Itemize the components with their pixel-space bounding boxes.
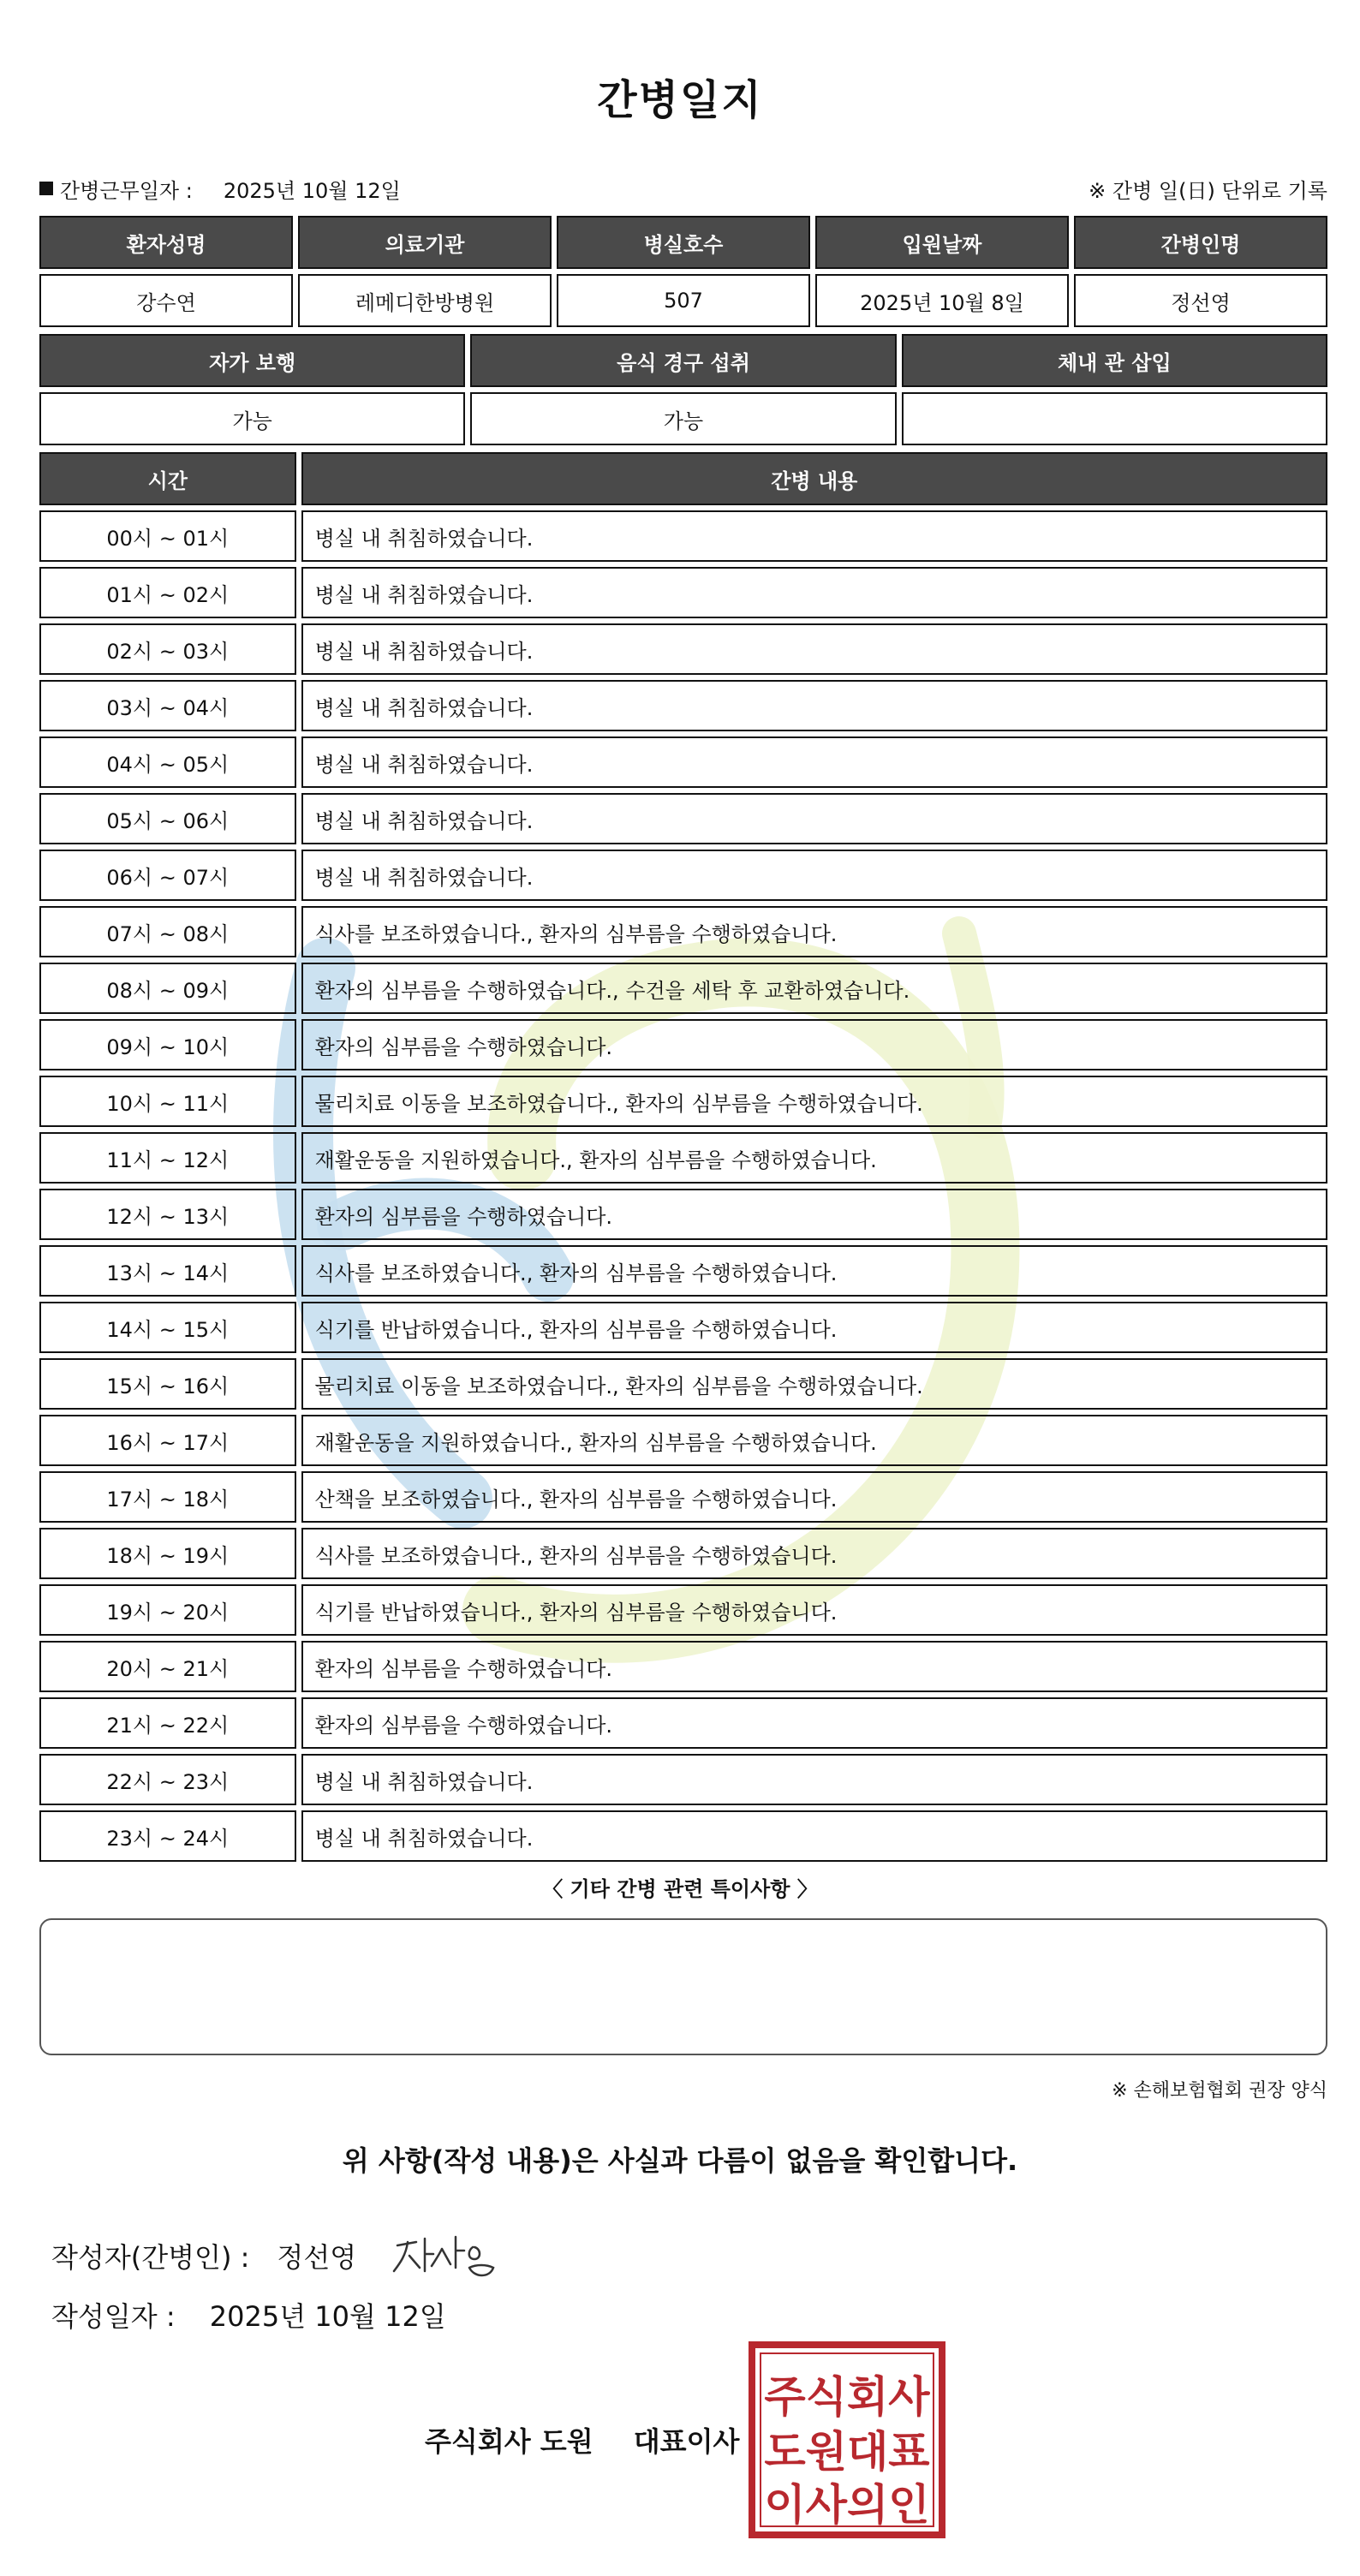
header-cell: 간병인명 bbox=[1074, 216, 1327, 269]
table-row bbox=[39, 793, 1327, 844]
care-content-cell: 재활운동을 지원하였습니다., 환자의 심부름을 수행하였습니다. bbox=[301, 1132, 1327, 1184]
time-cell: 14시 ~ 15시 bbox=[39, 1302, 296, 1353]
header-cell: 간병 내용 bbox=[301, 452, 1327, 505]
page-title: 간병일지 bbox=[597, 76, 763, 124]
company-title: 대표이사 bbox=[633, 2425, 740, 2458]
company-line bbox=[425, 2420, 739, 2460]
table-row bbox=[39, 1471, 1327, 1523]
time-cell: 21시 ~ 22시 bbox=[39, 1697, 296, 1749]
care-log-body bbox=[39, 510, 1327, 1862]
time-cell: 09시 ~ 10시 bbox=[39, 1019, 296, 1070]
seal-line-2: 도원대표 bbox=[764, 2427, 930, 2477]
care-content-cell: 식사를 보조하였습니다., 환자의 심부름을 수행하였습니다. bbox=[301, 906, 1327, 957]
care-content-cell: 식기를 반납하였습니다., 환자의 심부름을 수행하였습니다. bbox=[301, 1584, 1327, 1636]
caregiver-name: 정선영 bbox=[1074, 274, 1327, 327]
care-content-cell: 식사를 보조하였습니다., 환자의 심부름을 수행하였습니다. bbox=[301, 1245, 1327, 1297]
time-cell: 03시 ~ 04시 bbox=[39, 680, 296, 731]
header-cell: 입원날짜 bbox=[815, 216, 1069, 269]
time-cell: 23시 ~ 24시 bbox=[39, 1810, 296, 1862]
care-content-cell: 병실 내 취침하였습니다. bbox=[301, 1810, 1327, 1862]
time-cell: 08시 ~ 09시 bbox=[39, 963, 296, 1014]
time-cell: 12시 ~ 13시 bbox=[39, 1189, 296, 1240]
table-row bbox=[39, 392, 1327, 445]
patient-info-table bbox=[34, 211, 1333, 332]
recommend-note: ※ 손해보험협회 권장 양식 bbox=[1112, 2080, 1327, 2102]
writer-label: 작성자(간병인) : bbox=[51, 2241, 250, 2274]
care-content-cell: 병실 내 취침하였습니다. bbox=[301, 850, 1327, 901]
table-row bbox=[39, 274, 1327, 327]
tube-status bbox=[902, 392, 1327, 445]
care-content-cell: 식사를 보조하였습니다., 환자의 심부름을 수행하였습니다. bbox=[301, 1528, 1327, 1579]
care-content-cell: 재활운동을 지원하였습니다., 환자의 심부름을 수행하였습니다. bbox=[301, 1415, 1327, 1466]
time-cell: 05시 ~ 06시 bbox=[39, 793, 296, 844]
table-row bbox=[39, 1132, 1327, 1184]
table-row bbox=[39, 1584, 1327, 1636]
time-cell: 10시 ~ 11시 bbox=[39, 1076, 296, 1127]
care-content-cell: 병실 내 취침하였습니다. bbox=[301, 680, 1327, 731]
work-date-value: 2025년 10월 12일 bbox=[223, 178, 401, 203]
notes-box bbox=[39, 1918, 1327, 2055]
care-content-cell: 환자의 심부름을 수행하였습니다., 수건을 세탁 후 교환하였습니다. bbox=[301, 963, 1327, 1014]
table-row bbox=[39, 1358, 1327, 1410]
table-row bbox=[39, 1810, 1327, 1862]
writer-name: 정선영 bbox=[277, 2241, 357, 2274]
signature-icon bbox=[391, 2230, 502, 2281]
time-cell: 17시 ~ 18시 bbox=[39, 1471, 296, 1523]
oral-intake-status: 가능 bbox=[470, 392, 896, 445]
write-date-label: 작성일자 : bbox=[51, 2300, 176, 2333]
table-row bbox=[39, 963, 1327, 1014]
time-cell: 13시 ~ 14시 bbox=[39, 1245, 296, 1297]
header-cell: 자가 보행 bbox=[39, 334, 465, 387]
time-cell: 11시 ~ 12시 bbox=[39, 1132, 296, 1184]
care-log-table bbox=[34, 447, 1333, 1867]
square-bullet-icon bbox=[39, 182, 53, 195]
table-row bbox=[39, 850, 1327, 901]
table-row bbox=[39, 1415, 1327, 1466]
care-content-cell: 환자의 심부름을 수행하였습니다. bbox=[301, 1019, 1327, 1070]
confirm-statement: 위 사항(작성 내용)은 사실과 다름이 없음을 확인합니다. bbox=[342, 2144, 1018, 2177]
table-row bbox=[39, 1528, 1327, 1579]
table-row bbox=[39, 1302, 1327, 1353]
work-date bbox=[39, 174, 401, 204]
company-name: 주식회사 도원 bbox=[425, 2425, 594, 2458]
meta-row bbox=[39, 173, 1327, 204]
care-content-cell: 물리치료 이동을 보조하였습니다., 환자의 심부름을 수행하였습니다. bbox=[301, 1076, 1327, 1127]
care-content-cell: 환자의 심부름을 수행하였습니다. bbox=[301, 1641, 1327, 1692]
hospital-name: 레메디한방병원 bbox=[298, 274, 552, 327]
table-row bbox=[39, 1019, 1327, 1070]
admission-date: 2025년 10월 8일 bbox=[815, 274, 1069, 327]
care-content-cell: 병실 내 취침하였습니다. bbox=[301, 793, 1327, 844]
table-row bbox=[39, 1697, 1327, 1749]
care-content-cell: 물리치료 이동을 보조하였습니다., 환자의 심부름을 수행하였습니다. bbox=[301, 1358, 1327, 1410]
walking-status: 가능 bbox=[39, 392, 465, 445]
care-content-cell: 환자의 심부름을 수행하였습니다. bbox=[301, 1189, 1327, 1240]
table-row bbox=[39, 1076, 1327, 1127]
table-header-row bbox=[39, 334, 1327, 387]
time-cell: 02시 ~ 03시 bbox=[39, 623, 296, 675]
seal-line-3: 이사의인 bbox=[764, 2480, 930, 2530]
table-row bbox=[39, 906, 1327, 957]
care-content-cell: 병실 내 취침하였습니다. bbox=[301, 567, 1327, 618]
time-cell: 06시 ~ 07시 bbox=[39, 850, 296, 901]
care-content-cell: 식기를 반납하였습니다., 환자의 심부름을 수행하였습니다. bbox=[301, 1302, 1327, 1353]
time-cell: 04시 ~ 05시 bbox=[39, 736, 296, 788]
care-content-cell: 산책을 보조하였습니다., 환자의 심부름을 수행하였습니다. bbox=[301, 1471, 1327, 1523]
header-cell: 시간 bbox=[39, 452, 296, 505]
time-cell: 22시 ~ 23시 bbox=[39, 1754, 296, 1805]
room-number: 507 bbox=[557, 274, 810, 327]
header-cell: 환자성명 bbox=[39, 216, 293, 269]
care-content-cell: 병실 내 취침하였습니다. bbox=[301, 1754, 1327, 1805]
patient-name: 강수연 bbox=[39, 274, 293, 327]
write-date-value: 2025년 10월 12일 bbox=[209, 2300, 446, 2333]
table-row bbox=[39, 1641, 1327, 1692]
time-cell: 15시 ~ 16시 bbox=[39, 1358, 296, 1410]
notes-title: 〈 기타 간병 관련 특이사항 〉 bbox=[542, 1877, 818, 1901]
table-row bbox=[39, 623, 1327, 675]
time-cell: 20시 ~ 21시 bbox=[39, 1641, 296, 1692]
time-cell: 16시 ~ 17시 bbox=[39, 1415, 296, 1466]
writer-line bbox=[51, 2230, 502, 2281]
table-row bbox=[39, 736, 1327, 788]
care-content-cell: 병실 내 취침하였습니다. bbox=[301, 510, 1327, 562]
time-cell: 07시 ~ 08시 bbox=[39, 906, 296, 957]
table-row bbox=[39, 680, 1327, 731]
write-date-line bbox=[51, 2295, 446, 2334]
unit-note: ※ 간병 일(日) 단위로 기록 bbox=[1089, 178, 1327, 203]
table-row bbox=[39, 567, 1327, 618]
care-content-cell: 병실 내 취침하였습니다. bbox=[301, 736, 1327, 788]
work-date-label: 간병근무일자 : bbox=[60, 178, 193, 203]
table-row bbox=[39, 1189, 1327, 1240]
time-cell: 00시 ~ 01시 bbox=[39, 510, 296, 562]
seal-line-1: 주식회사 bbox=[764, 2372, 930, 2422]
header-cell: 병실호수 bbox=[557, 216, 810, 269]
time-cell: 18시 ~ 19시 bbox=[39, 1528, 296, 1579]
care-content-cell: 병실 내 취침하였습니다. bbox=[301, 623, 1327, 675]
table-header-row bbox=[39, 452, 1327, 505]
table-header-row bbox=[39, 216, 1327, 269]
time-cell: 19시 ~ 20시 bbox=[39, 1584, 296, 1636]
company-seal-icon bbox=[749, 2341, 945, 2538]
header-cell: 의료기관 bbox=[298, 216, 552, 269]
table-row bbox=[39, 1754, 1327, 1805]
table-row bbox=[39, 1245, 1327, 1297]
patient-status-table bbox=[34, 329, 1333, 450]
care-content-cell: 환자의 심부름을 수행하였습니다. bbox=[301, 1697, 1327, 1749]
header-cell: 체내 관 삽입 bbox=[902, 334, 1327, 387]
header-cell: 음식 경구 섭취 bbox=[470, 334, 896, 387]
table-row bbox=[39, 510, 1327, 562]
time-cell: 01시 ~ 02시 bbox=[39, 567, 296, 618]
